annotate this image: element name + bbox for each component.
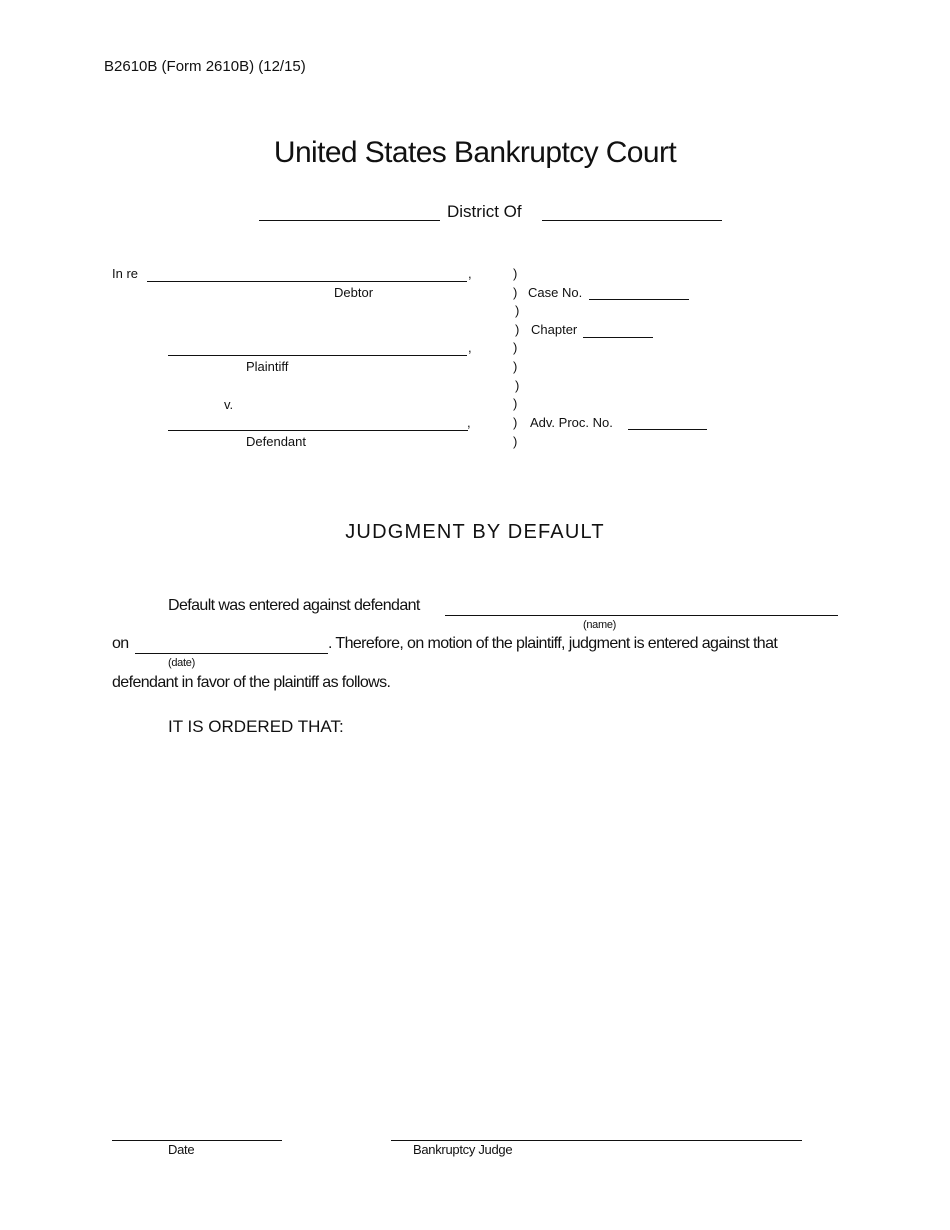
case-no-label: Case No.: [528, 285, 583, 300]
case-no-field[interactable]: [589, 299, 689, 300]
caption-paren: ): [515, 378, 520, 393]
caption-paren: ): [515, 322, 520, 337]
judgment-heading: JUDGMENT BY DEFAULT: [345, 521, 605, 543]
plaintiff-comma: ,: [468, 340, 472, 355]
chapter-label: Chapter: [531, 322, 578, 337]
caption-paren: ): [513, 415, 518, 430]
judge-signature-field[interactable]: [391, 1140, 802, 1141]
defendant-name-entry[interactable]: [445, 615, 838, 616]
versus-label: v.: [224, 397, 234, 412]
in-re-label: In re: [112, 266, 139, 281]
form-id: B2610B (Form 2610B) (12/15): [104, 58, 306, 75]
judge-signature-label: Bankruptcy Judge: [413, 1142, 513, 1157]
plaintiff-name-field[interactable]: [168, 355, 467, 356]
name-hint: (name): [583, 619, 617, 631]
district-of-field[interactable]: [542, 220, 722, 221]
caption-paren: ): [513, 340, 518, 355]
therefore-text: . Therefore, on motion of the plaintiff, judgment is entered against that: [328, 635, 778, 652]
adv-proc-label: Adv. Proc. No.: [530, 415, 613, 430]
signature-date-label: Date: [168, 1142, 195, 1157]
district-name-field[interactable]: [259, 220, 440, 221]
debtor-comma: ,: [468, 266, 472, 281]
defendant-label: Defendant: [246, 434, 306, 449]
caption-paren: ): [513, 434, 518, 449]
caption-paren: ): [513, 396, 518, 411]
chapter-field[interactable]: [583, 337, 653, 338]
district-label: District Of: [447, 202, 522, 221]
court-title: United States Bankruptcy Court: [273, 136, 677, 169]
debtor-label: Debtor: [334, 285, 374, 300]
default-text: Default was entered against defendant: [168, 597, 420, 614]
signature-date-field[interactable]: [112, 1140, 282, 1141]
on-label: on: [112, 635, 129, 652]
caption-paren: ): [515, 303, 520, 318]
default-date-entry[interactable]: [135, 653, 328, 654]
ordered-heading: IT IS ORDERED THAT:: [168, 717, 344, 736]
defendant-comma: ,: [467, 415, 471, 430]
date-hint: (date): [168, 657, 195, 669]
defendant-name-field[interactable]: [168, 430, 468, 431]
caption-paren: ): [513, 285, 518, 300]
adv-proc-field[interactable]: [628, 429, 707, 430]
debtor-name-field[interactable]: [147, 281, 467, 282]
caption-paren: ): [513, 359, 518, 374]
favor-text: defendant in favor of the plaintiff as follows.: [112, 674, 391, 691]
plaintiff-label: Plaintiff: [246, 359, 289, 374]
caption-paren: ): [513, 266, 518, 281]
